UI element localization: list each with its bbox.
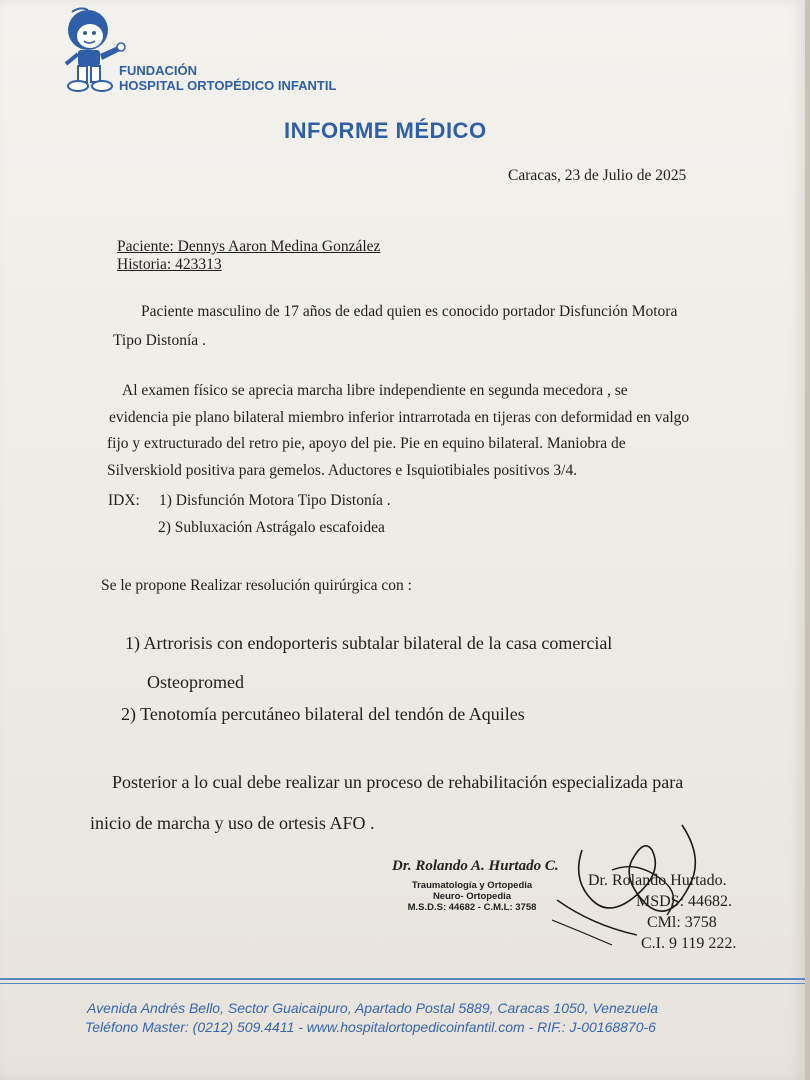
signature-msds: MSDS: 44682. <box>636 893 733 910</box>
footer-address: Avenida Andrés Bello, Sector Guaicaipuro, Apartado Postal 5889, Caracas 1050, Venezuela <box>87 1000 658 1016</box>
signature-name: Dr. Rolando Hurtado. <box>588 872 727 889</box>
procedure-1-line-1: 1) Artrorisis con endoporteris subtalar bilateral de la casa comercial <box>125 633 613 653</box>
doctor-stamp <box>392 858 559 913</box>
idx-label: IDX: <box>108 492 140 509</box>
signature-cml: CMl: 3758 <box>647 914 717 931</box>
stamp-specialty-2: Neuro- Ortopedia <box>432 891 512 902</box>
patient-name: Paciente: Dennys Aaron Medina González <box>117 238 381 255</box>
footer-contact: Teléfono Master: (0212) 509.4411 - www.hospitalortopedicoinfantil.com - RIF.: J-00168870-6 <box>85 1019 656 1035</box>
signature-ci: C.I. 9 119 222. <box>641 935 737 952</box>
procedure-1-line-2: Osteopromed <box>147 672 244 692</box>
paragraph-2-line-4: Silverskiold positiva para gemelos. Aductores e Isquiotibiales positivos 3/4. <box>107 462 578 479</box>
stamp-ids: M.S.D.S: 44682 - C.M.L: 3758 <box>407 902 537 913</box>
proposal-text: Se le propone Realizar resolución quirúrgica con : <box>101 577 412 594</box>
paragraph-2-line-3: fijo y extructurado del retro pie, apoyo del pie. Pie en equino bilateral. Maniobra de <box>107 435 626 452</box>
closing-line-2: inicio de marcha y uso de ortesis AFO . <box>90 813 375 833</box>
idx-item-2: 2) Subluxación Astrágalo escafoidea <box>158 519 385 536</box>
stamp-doctor-name: Dr. Rolando A. Hurtado C. <box>392 858 559 874</box>
procedure-2: 2) Tenotomía percutáneo bilateral del tendón de Aquiles <box>121 704 525 724</box>
paragraph-2-line-1: Al examen físico se aprecia marcha libre independiente en segunda mecedora , se <box>122 382 628 399</box>
stamp-specialty-1: Traumatología y Ortopedia <box>411 880 533 891</box>
paragraph-1-line-1: Paciente masculino de 17 años de edad quien es conocido portador Disfunción Motora <box>141 303 678 320</box>
document-date: Caracas, 23 de Julio de 2025 <box>508 167 687 184</box>
org-name-line2: HOSPITAL ORTOPÉDICO INFANTIL <box>119 78 337 93</box>
paragraph-1-line-2: Tipo Distonía . <box>113 332 206 349</box>
closing-line-1: Posterior a lo cual debe realizar un proceso de rehabilitación especializada para <box>112 772 684 792</box>
footer-rule-top <box>0 978 805 980</box>
patient-history: Historia: 423313 <box>117 256 222 273</box>
idx-item-1: 1) Disfunción Motora Tipo Distonía . <box>159 492 391 509</box>
footer-rule-bottom <box>0 983 805 984</box>
paragraph-2-line-2: evidencia pie plano bilateral miembro inferior intrarrotada en tijeras con deformidad en valgo <box>109 409 690 426</box>
document-title: INFORME MÉDICO <box>284 118 487 143</box>
org-name-line1: FUNDACIÓN <box>119 63 197 78</box>
